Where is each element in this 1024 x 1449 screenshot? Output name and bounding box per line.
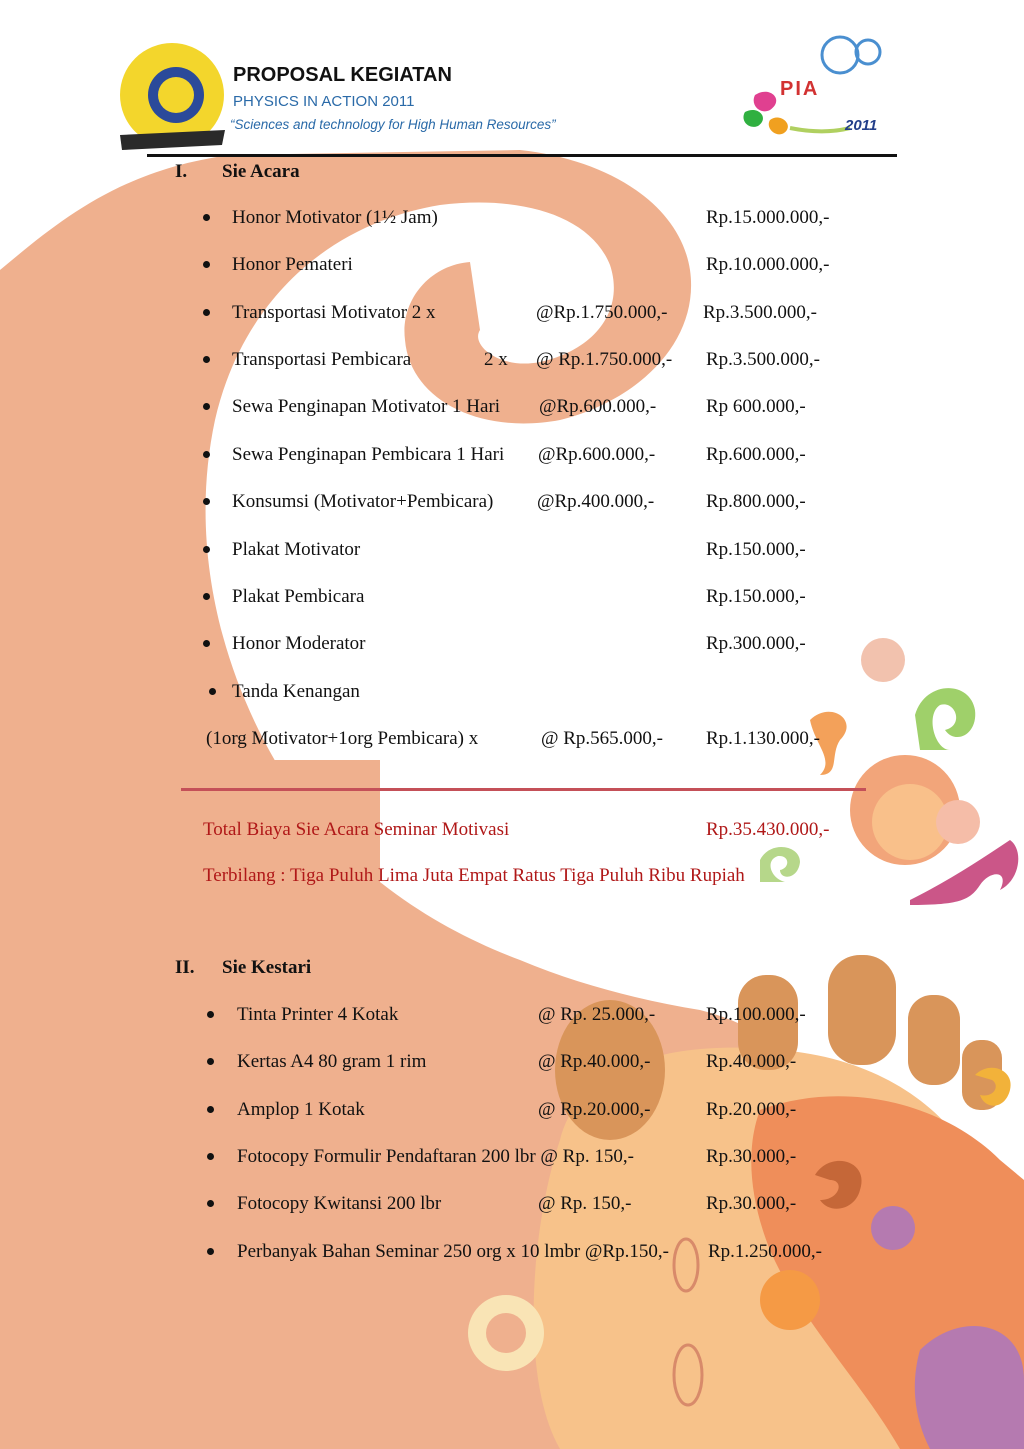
item-amount: Rp 600.000,- — [706, 396, 806, 417]
item-amount: Rp.20.000,- — [706, 1099, 797, 1120]
item-amount: Rp.15.000.000,- — [706, 207, 830, 228]
list-item — [0, 489, 1024, 515]
item-label: Kertas A4 80 gram 1 rim — [237, 1051, 427, 1072]
list-item — [0, 394, 1024, 420]
item-amount: Rp.600.000,- — [706, 444, 806, 465]
item-label: Honor Pemateri — [232, 254, 353, 275]
bullet-icon — [203, 309, 210, 316]
item-amount: Rp.10.000.000,- — [706, 254, 830, 275]
bullet-icon — [203, 403, 210, 410]
item-label: Transportasi Motivator 2 x — [232, 302, 436, 323]
list-item — [0, 442, 1024, 468]
item-label: Transportasi Pembicara — [232, 349, 412, 370]
item-label: Perbanyak Bahan Seminar 250 org x 10 lmbr @Rp.150,- — [237, 1241, 669, 1262]
list-item — [0, 537, 1024, 563]
item-unit-price: @Rp.400.000,- — [537, 491, 655, 512]
item-unit-price: @ Rp.40.000,- — [538, 1051, 651, 1072]
list-item — [0, 679, 1024, 705]
item-amount: Rp.3.500.000,- — [706, 349, 820, 370]
item-amount: Rp.40.000,- — [706, 1051, 797, 1072]
item-label: Honor Motivator (1½ Jam) — [232, 207, 438, 228]
bullet-icon — [203, 356, 210, 363]
section-title: Sie Acara — [222, 161, 300, 182]
pia-logo — [780, 78, 819, 101]
total-label: Total Biaya Sie Acara Seminar Motivasi — [203, 819, 510, 840]
item-unit-price: @Rp.600.000,- — [539, 396, 657, 417]
page-title: PROPOSAL KEGIATAN — [233, 64, 452, 86]
item-label: Honor Moderator — [232, 633, 366, 654]
item-amount: Rp.3.500.000,- — [703, 302, 817, 323]
item-label: Tinta Printer 4 Kotak — [237, 1004, 399, 1025]
bullet-icon — [203, 214, 210, 221]
item-amount: Rp.150.000,- — [706, 539, 806, 560]
item-label: Tanda Kenangan — [232, 681, 360, 702]
section-number: II. — [175, 957, 195, 978]
list-item — [0, 1239, 1024, 1265]
item-amount: Rp.30.000,- — [706, 1146, 797, 1167]
item-label: Sewa Penginapan Motivator 1 Hari — [232, 396, 501, 417]
item-amount: Rp.150.000,- — [706, 586, 806, 607]
total-row — [0, 817, 1024, 843]
list-item — [0, 1097, 1024, 1123]
event-tagline: “Sciences and technology for High Human Resources” — [230, 117, 556, 132]
university-logo — [120, 43, 225, 150]
bullet-icon — [203, 498, 210, 505]
item-amount: Rp.800.000,- — [706, 491, 806, 512]
total-divider — [181, 788, 866, 791]
item-label: Amplop 1 Kotak — [237, 1099, 365, 1120]
item-label: Plakat Motivator — [232, 539, 361, 560]
bullet-icon — [207, 1106, 214, 1113]
bullet-icon — [207, 1153, 214, 1160]
item-label: Konsumsi (Motivator+Pembicara) — [232, 491, 494, 512]
item-unit-price: @Rp.600.000,- — [538, 444, 656, 465]
bullet-icon — [203, 261, 210, 268]
bullet-icon — [207, 1248, 214, 1255]
item-amount: Rp.30.000,- — [706, 1193, 797, 1214]
pia-logo-year: 2011 — [845, 117, 878, 134]
list-item — [0, 584, 1024, 610]
bullet-icon — [203, 546, 210, 553]
list-item — [0, 1144, 1024, 1170]
item-label: Fotocopy Formulir Pendaftaran 200 lbr @ Rp. 150,- — [237, 1146, 634, 1167]
item-unit-price: @ Rp.565.000,- — [541, 728, 663, 749]
list-item — [0, 347, 1024, 373]
item-label: Plakat Pembicara — [232, 586, 365, 607]
item-label: Fotocopy Kwitansi 200 lbr — [237, 1193, 442, 1214]
spelled-total — [0, 863, 1024, 889]
bullet-icon — [207, 1011, 214, 1018]
pia-logo-text: PIA — [780, 78, 820, 100]
bullet-icon — [207, 1200, 214, 1207]
item-amount: Rp.1.250.000,- — [708, 1241, 822, 1262]
list-item — [0, 252, 1024, 278]
item-label: Sewa Penginapan Pembicara 1 Hari — [232, 444, 505, 465]
item-unit-price: @ Rp.20.000,- — [538, 1099, 651, 1120]
item-unit-price: @ Rp. 150,- — [538, 1193, 632, 1214]
header-divider — [147, 154, 897, 157]
spelled-total-text: Terbilang : Tiga Puluh Lima Juta Empat Ratus Tiga Puluh Ribu Rupiah — [203, 865, 745, 886]
item-unit-price: @ Rp.1.750.000,- — [536, 349, 673, 370]
list-item — [0, 1049, 1024, 1075]
bullet-icon — [203, 451, 210, 458]
section-title: Sie Kestari — [222, 957, 312, 978]
item-unit-price: @Rp.1.750.000,- — [536, 302, 668, 323]
bullet-icon — [209, 688, 216, 695]
bullet-icon — [203, 593, 210, 600]
item-unit-price: @ Rp. 25.000,- — [538, 1004, 656, 1025]
list-item — [0, 1002, 1024, 1028]
list-item — [0, 205, 1024, 231]
item-amount: Rp.100.000,- — [706, 1004, 806, 1025]
list-item — [0, 726, 1024, 752]
bullet-icon — [203, 640, 210, 647]
item-amount: Rp.1.130.000,- — [706, 728, 820, 749]
list-item — [0, 300, 1024, 326]
item-quantity: 2 x — [484, 349, 508, 370]
event-name: PHYSICS IN ACTION 2011 — [233, 93, 415, 110]
item-amount: Rp.300.000,- — [706, 633, 806, 654]
section-number: I. — [175, 161, 188, 182]
list-item — [0, 631, 1024, 657]
item-label: (1org Motivator+1org Pembicara) x — [206, 728, 479, 749]
bullet-icon — [207, 1058, 214, 1065]
total-amount: Rp.35.430.000,- — [706, 819, 830, 840]
list-item — [0, 1191, 1024, 1217]
